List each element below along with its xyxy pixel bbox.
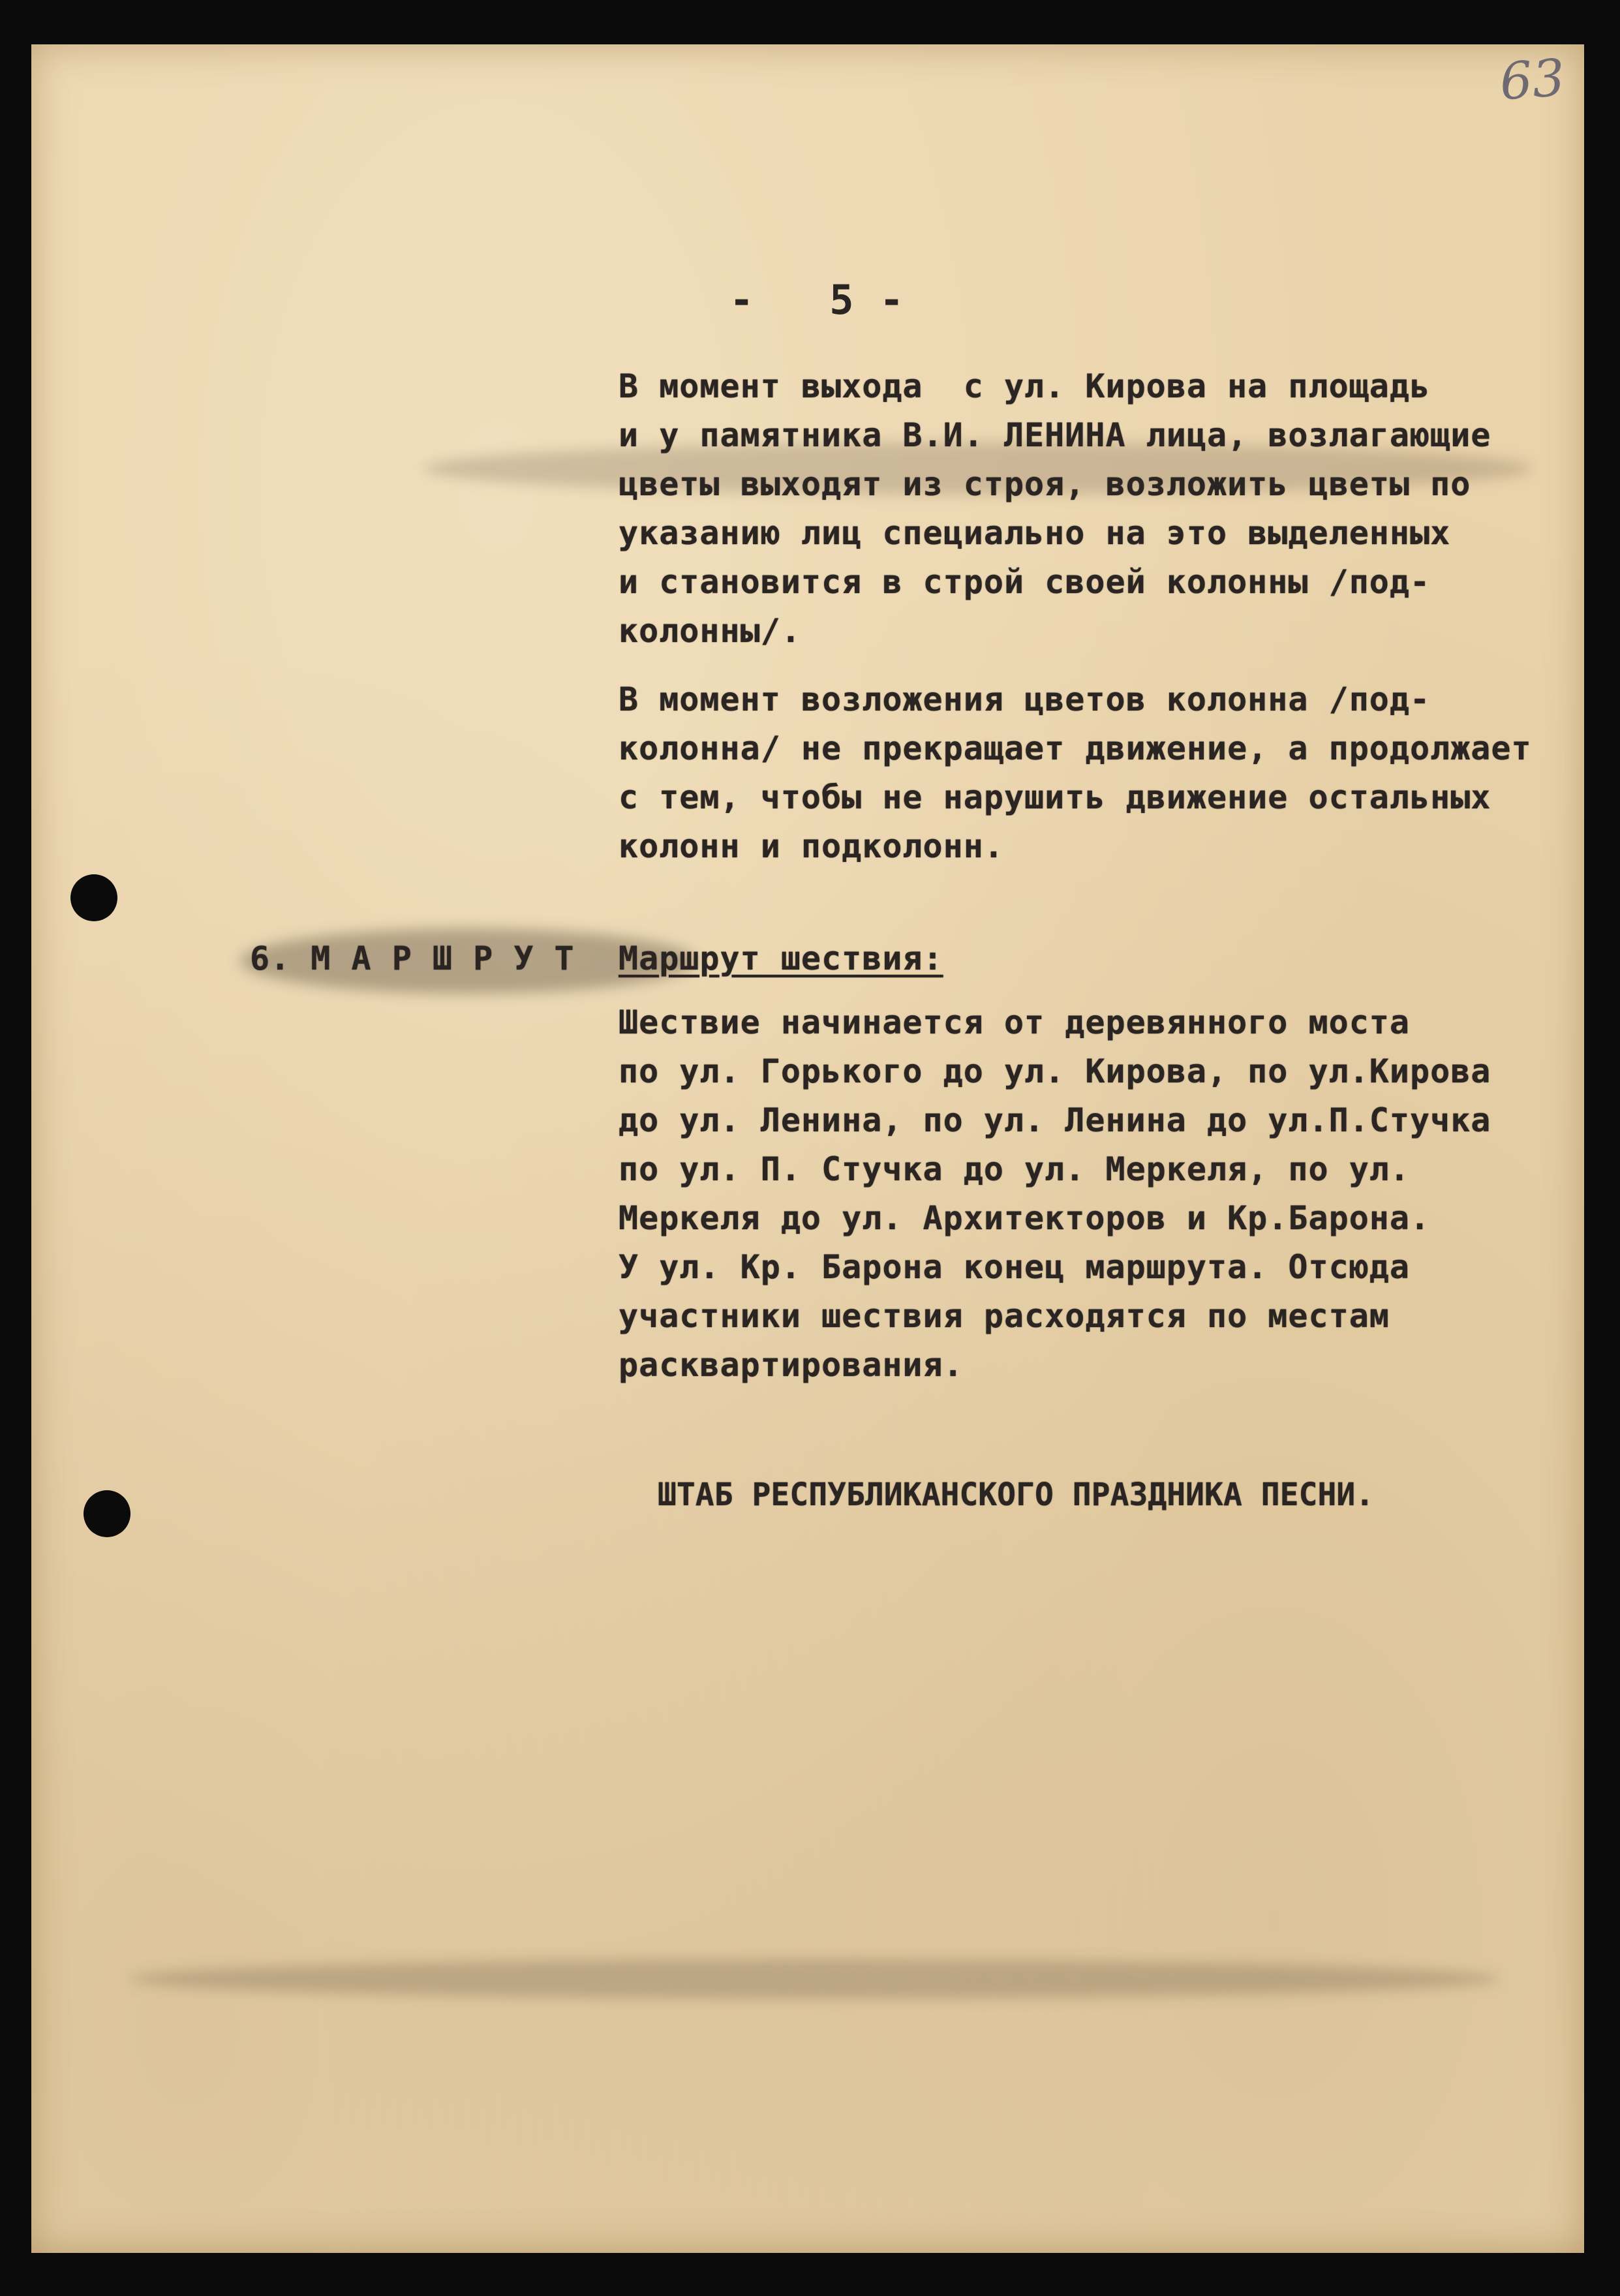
paragraph1-line: указанию лиц специально на это выделенных bbox=[619, 514, 1451, 552]
paragraph1-line: В момент выхода с ул. Кирова на площадь bbox=[619, 367, 1431, 405]
punch-hole-top bbox=[70, 874, 117, 921]
route-line: по ул. Горького до ул. Кирова, по ул.Кирова bbox=[619, 1052, 1491, 1090]
paragraph2-line: колонна/ не прекращает движение, а продолжает bbox=[619, 729, 1532, 767]
punch-hole-bottom bbox=[84, 1490, 130, 1537]
section-label: 6. М А Р Ш Р У Т bbox=[250, 940, 575, 977]
section-heading: Маршрут шествия: bbox=[619, 940, 943, 977]
paragraph1-line: и у памятника В.И. ЛЕНИНА лица, возлагающие bbox=[619, 416, 1491, 454]
archive-page-number: 63 bbox=[1497, 48, 1567, 112]
route-line: до ул. Ленина, по ул. Ленина до ул.П.Стучка bbox=[619, 1101, 1491, 1139]
route-line: участники шествия расходятся по местам bbox=[619, 1297, 1390, 1335]
route-line: расквартирования. bbox=[619, 1346, 964, 1384]
paragraph1-line: и становится в строй своей колонны /под- bbox=[619, 563, 1431, 601]
paragraph1-line: колонны/. bbox=[619, 612, 801, 650]
paragraph2-line: с тем, чтобы не нарушить движение остальных bbox=[619, 778, 1491, 816]
paragraph1-line: цветы выходят из строя, возложить цветы по bbox=[619, 465, 1471, 503]
route-line: по ул. П. Стучка до ул. Меркеля, по ул. bbox=[619, 1150, 1410, 1188]
ink-smudge bbox=[129, 1959, 1499, 1998]
route-line: У ул. Кр. Барона конец маршрута. Отсюда bbox=[619, 1248, 1410, 1286]
signature: ШТАБ РЕСПУБЛИКАНСКОГО ПРАЗДНИКА ПЕСНИ. bbox=[658, 1477, 1375, 1513]
route-line: Меркеля до ул. Архитекторов и Кр.Барона. bbox=[619, 1199, 1431, 1237]
route-line: Шествие начинается от деревянного моста bbox=[619, 1003, 1410, 1041]
paragraph2-line: колонн и подколонн. bbox=[619, 827, 1004, 865]
page-number: - 5 - bbox=[729, 276, 905, 324]
paragraph2-line: В момент возложения цветов колонна /под- bbox=[619, 681, 1431, 718]
paper-sheet bbox=[31, 44, 1584, 2253]
